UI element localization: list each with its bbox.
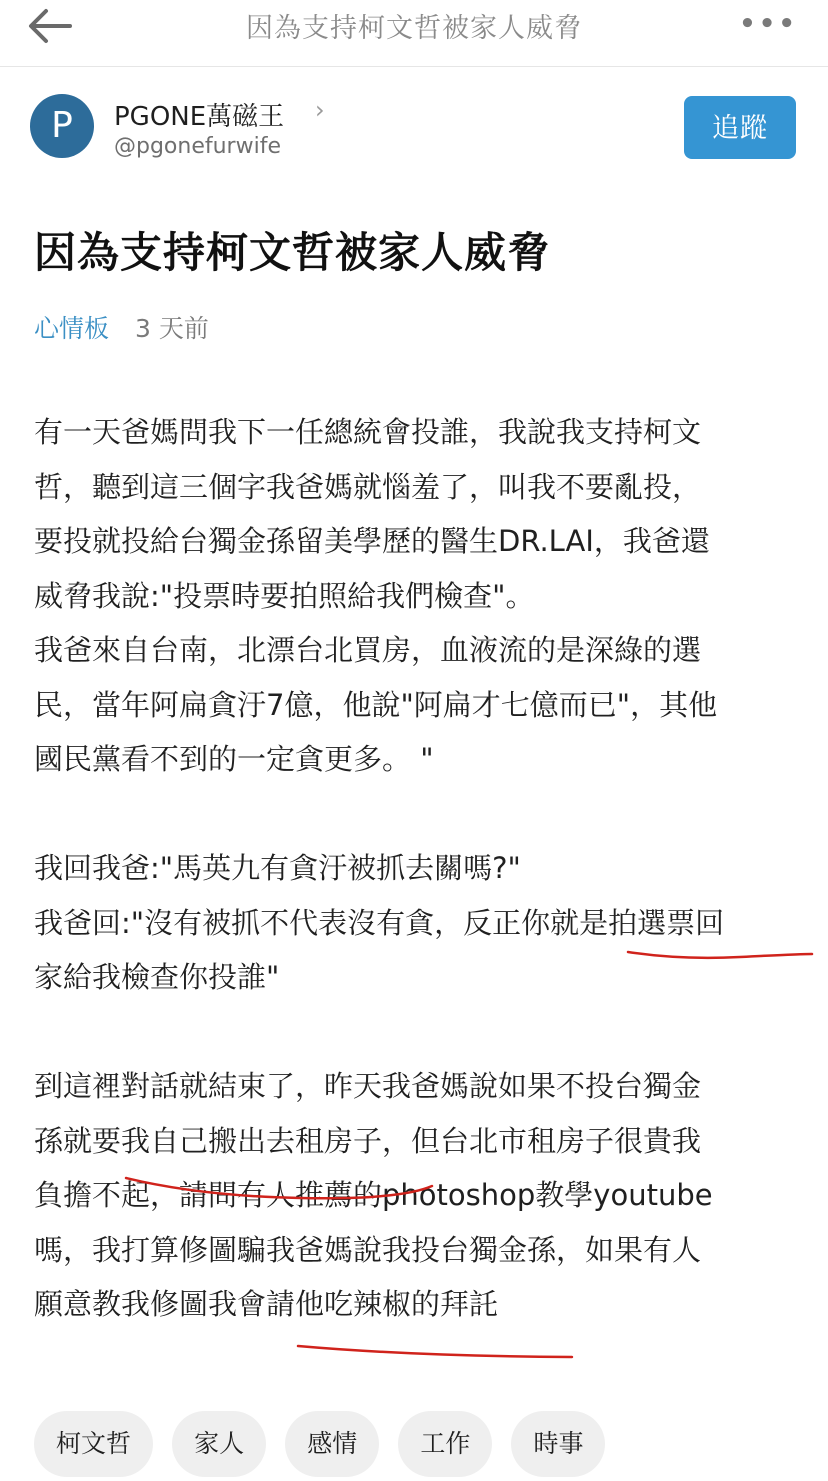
body-line: 負擔不起，請問有人推薦的photoshop教學youtube	[34, 1178, 713, 1212]
tag-chip[interactable]: 感情	[285, 1411, 379, 1477]
post-meta	[34, 309, 209, 345]
board-link[interactable]: 心情板	[34, 314, 110, 343]
body-line: 願意教我修圖我會請他吃辣椒的拜託	[34, 1287, 499, 1321]
follow-button[interactable]: 追蹤	[684, 96, 796, 159]
post-body	[34, 405, 804, 1332]
avatar[interactable]: P	[30, 94, 94, 158]
body-line: 孫就要我自己搬出去租房子，但台北市租房子很貴我	[34, 1123, 702, 1158]
post-title: 因為支持柯文哲被家人威脅	[34, 228, 551, 277]
red-underline-3	[292, 1340, 582, 1364]
body-line: 我爸來自台南，北漂台北買房，血液流的是深綠的選	[34, 633, 702, 667]
post-time: 3 天前	[134, 314, 209, 343]
body-line: 要投就投給台獨金孫留美學歷的醫生DR.LAI，我爸還	[34, 524, 710, 558]
top-nav-bar	[0, 0, 828, 67]
more-options-icon[interactable]: •••	[739, 9, 798, 39]
author-name[interactable]: PGONE萬磁王	[114, 102, 285, 132]
tag-chip[interactable]: 柯文哲	[34, 1411, 153, 1477]
nav-title: 因為支持柯文哲被家人威脅	[246, 13, 582, 44]
body-line: 國民黨看不到的一定貪更多。 "	[34, 742, 434, 776]
chevron-right-icon[interactable]: ›	[315, 96, 325, 124]
body-line: 民，當年阿扁貪汙7億，他說"阿扁才七億而已"，其他	[34, 687, 718, 722]
tag-chip[interactable]: 時事	[511, 1411, 605, 1477]
back-arrow-icon[interactable]	[26, 6, 74, 46]
body-line: 我爸回:"沒有被抓不代表沒有貪，反正你就是拍選票回	[34, 905, 725, 940]
body-line: 哲，聽到這三個字我爸媽就惱羞了，叫我不要亂投，	[34, 469, 702, 504]
tag-chip[interactable]: 家人	[172, 1411, 266, 1477]
body-line: 有一天爸媽問我下一任總統會投誰，我說我支持柯文	[34, 415, 702, 449]
tag-chip[interactable]: 工作	[398, 1411, 492, 1477]
body-line: 我回我爸:"馬英九有貪汙被抓去關嗎?"	[34, 851, 521, 885]
body-line: 家給我檢查你投誰"	[34, 960, 280, 994]
author-handle: @pgonefurwife	[114, 134, 281, 159]
body-line: 威脅我說:"投票時要拍照給我們檢查"。	[34, 578, 535, 613]
paragraph-gap	[34, 787, 804, 842]
body-line: 嗎，我打算修圖騙我爸媽說我投台獨金孫，如果有人	[34, 1232, 702, 1267]
paragraph-gap	[34, 1005, 804, 1060]
body-line: 到這裡對話就結束了，昨天我爸媽說如果不投台獨金	[34, 1069, 702, 1103]
